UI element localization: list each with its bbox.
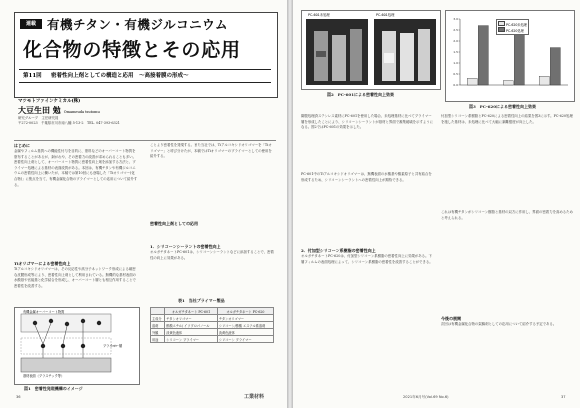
page-number-left: 36 — [16, 395, 21, 399]
summary-heading: 今後の展開 — [441, 316, 461, 321]
section2-item1: 1．シリコーンシーラントの密着性向上 — [150, 244, 221, 249]
bar — [503, 81, 513, 85]
figure-2 — [301, 10, 441, 90]
figure-3 — [445, 10, 575, 102]
figure-3-caption: 図3 PC-620による密着性向上効果 — [469, 104, 536, 109]
article-title-line1: 有機チタン・有機ジルコニウム — [47, 17, 228, 32]
right-col1-body-c: オルガチタネートPC-620は、付加型シリコーン系樹脂の密着性向上に効果がある。下層フィルムの表面処理によって、シリコーン系樹脂の密着性を改善することができる。 — [301, 254, 433, 264]
bar — [539, 76, 549, 85]
right-col1-body: 鋼製処理済ステンレス素材にPC-601を使用した場合、未処理基材に比べてプライマー層を形成したことにより、シリコーンシーラントが基材と界面で凝集破壊を示すようになる。図2ではPC-601の効果を示した。 — [301, 114, 433, 130]
table-cell: 外観 — [151, 329, 165, 336]
intro-body: 金属やフィルム基質への機能性付与を目的に、塗料などのオーバーコート物質を塗布することがあるが、剥がれや、その密着力の改善が求められることも多い。密着性向上剤として、オーバーコート物質に密着性向上剤を添加する方法と、プライマー処理による基材の表面改質がある。本回は、有機チタンや有機ジルコニウムの密着性向上に働いたが、本稿では第10回にも登場した「Tiオリゴマー(化合物)」に焦点を当て、有機金属化合物のプライマーとしての応用について紹介する。 — [14, 149, 138, 187]
left-column-1 — [14, 143, 138, 311]
author-reading: Omameuda tsutomu — [63, 110, 100, 114]
series-tag: 連載 — [20, 19, 42, 29]
page-number-right: 37 — [561, 395, 566, 399]
section1-heading: Tiオリゴマーによる密着性向上 — [14, 261, 71, 266]
section2-heading: 密着性向上剤としての応用 — [150, 221, 198, 226]
figure-1 — [14, 307, 140, 385]
table-cell: 酢酸エチル/ イソプロパノール — [165, 322, 218, 329]
y-tick-label: 2.5 — [453, 28, 458, 32]
legend-label: PC-620未処理 — [506, 23, 527, 27]
y-tick-label: 3.0 — [453, 17, 458, 21]
author-address-text: 〒272-0023 千葉県市川市南八幡 5-13-2 — [18, 121, 84, 125]
right-page — [293, 0, 580, 408]
author-name — [18, 105, 168, 116]
table-row — [151, 336, 274, 343]
right-col1-body-d — [301, 334, 433, 378]
issue-info: 2021年6月号(Vol.69 No.6) — [403, 395, 449, 399]
right-column-2 — [441, 114, 573, 358]
y-tick-label: 0.5 — [453, 72, 458, 76]
legend-swatch-untreated — [498, 21, 505, 26]
author-company: マツモトファインケミカル(株) — [18, 99, 81, 104]
author-block — [18, 98, 168, 136]
table-cell: 主成分 — [151, 315, 165, 322]
table-header-cell: オルガチタネート PC-620 — [217, 308, 273, 315]
table-cell: 淡黄色液体 — [165, 329, 218, 336]
table-cell: シリコーン プライマー — [217, 336, 273, 343]
section3-heading: 2．付加型シリコーン系樹脂の密着性向上 — [301, 248, 376, 253]
figure-1-label-bottom: 基材表面（プラスチック等） — [23, 374, 65, 378]
figure-2-tag-untreated: PC-601未処理 — [308, 13, 330, 17]
figure-1-label-mid: プライマー層 — [103, 344, 123, 348]
bar — [467, 78, 477, 85]
left-column-2 — [150, 143, 274, 284]
episode-bar — [19, 69, 271, 83]
table-cell: シリコーン プライマー — [165, 336, 218, 343]
author-dept: 研究グループ 主任研究員 — [18, 116, 59, 120]
table-header-cell: オルガチタネート PC-601 — [165, 308, 218, 315]
author-address — [18, 121, 168, 126]
table-cell: シリコーン/酢酸 エステル系溶剤 — [217, 322, 273, 329]
episode-subtitle: 密着性向上剤としての構造と応用 ～高接着膜の形成～ — [51, 73, 189, 79]
bar — [550, 48, 560, 85]
section1-body: Tiアルコキシドオリゴマーは、その反応性や高分子ネットワーク形成による緻密な皮膜形成等により、密着性向上剤として利用されている。無機的な基材表面の水酸基や官能基と化学結合を形成し、オーバーコート層とも相互作用することで密着性を改善する。 — [14, 267, 137, 288]
episode-number: 第11回 — [23, 73, 42, 79]
author-tel: TEL. 047-393-6321 — [86, 121, 120, 125]
intro-heading: はじめに — [14, 143, 30, 148]
bar — [478, 26, 488, 85]
table-cell: 溶剤 — [151, 322, 165, 329]
table-row — [151, 322, 274, 329]
y-tick-label: 0.0 — [453, 83, 458, 87]
table-header-row — [151, 308, 274, 315]
figure-2-tag-treated: PC-601処理 — [376, 13, 395, 17]
column2-body: ことより密着性を発現する。また当社では、Tiアルコキシドオリゴマーを「Tiオリゴマー」と呼び分けたが、本稿ではTiオリゴマーのプライマーとしての使用を紹介する。 — [150, 143, 272, 159]
right-col2-body: 付加型シリコーン系樹脂とPC-620による密着性向上の結果を図3に示す。PC-620処理を施した基材は、未処理に比べて大幅に剥離強度が向上した。 — [441, 114, 573, 124]
table-cell: チタンオリゴマー — [165, 315, 218, 322]
legend-item — [498, 27, 527, 33]
legend-swatch-treated — [498, 27, 505, 32]
figure-1-label-top: 有機金属オーバーコート物質 — [23, 310, 65, 314]
right-column-1 — [301, 114, 433, 378]
section2-body: オルガチタネートPC-601は、シリコーンシーラントなどに添加することで、密着性の向上に効果がある。 — [150, 250, 274, 260]
section2-intro — [150, 227, 274, 244]
table-1-caption: 表1 当社プライマー製品 — [178, 298, 225, 303]
table-header-cell — [151, 308, 165, 315]
y-tick-label: 1.0 — [453, 61, 458, 65]
right-col1-body-b: PC-601中のTiアルコキシドオリゴマーは、無機表面の水酸基や酸素原子と共有結合を形成するため、シリコーンシーラントへの密着性向上が期待できる。 — [301, 172, 432, 182]
table-row — [151, 329, 274, 336]
figure-2-photos — [302, 11, 440, 89]
table-row — [151, 315, 274, 322]
author-name-text: 大豆生田 勉 — [18, 105, 61, 115]
table-cell: 用途 — [151, 336, 165, 343]
magazine-logo: 工業材料 — [244, 394, 265, 400]
table-cell: 淡黄色液体 — [217, 329, 273, 336]
divider — [14, 140, 276, 141]
product-table — [150, 307, 274, 343]
y-tick-label: 1.5 — [453, 50, 458, 54]
figure-2-caption: 図2 PC-601による密着性向上効果 — [327, 92, 394, 97]
bar — [514, 28, 524, 85]
article-title-box — [14, 12, 278, 98]
legend-label: PC-620処理 — [506, 29, 524, 33]
article-title-line2: 化合物の特徴とその応用 — [23, 39, 241, 61]
summary-body: 次回は有機金属化合物の架橋剤としての応用について紹介する予定である。 — [441, 322, 557, 326]
y-tick-label: 2.0 — [453, 39, 458, 43]
left-page — [0, 0, 287, 408]
chart-legend — [496, 19, 529, 35]
table-cell: チタンオリゴマー — [217, 315, 273, 322]
table-1 — [150, 307, 274, 343]
right-col2-body-b: これは有機チタンがシリコーン樹脂と基材の双方に作用し、界面の密着力を高めるためと考えられる。 — [441, 210, 573, 220]
figure-1-caption: 図1 密着性発現機構のイメージ — [24, 386, 83, 391]
